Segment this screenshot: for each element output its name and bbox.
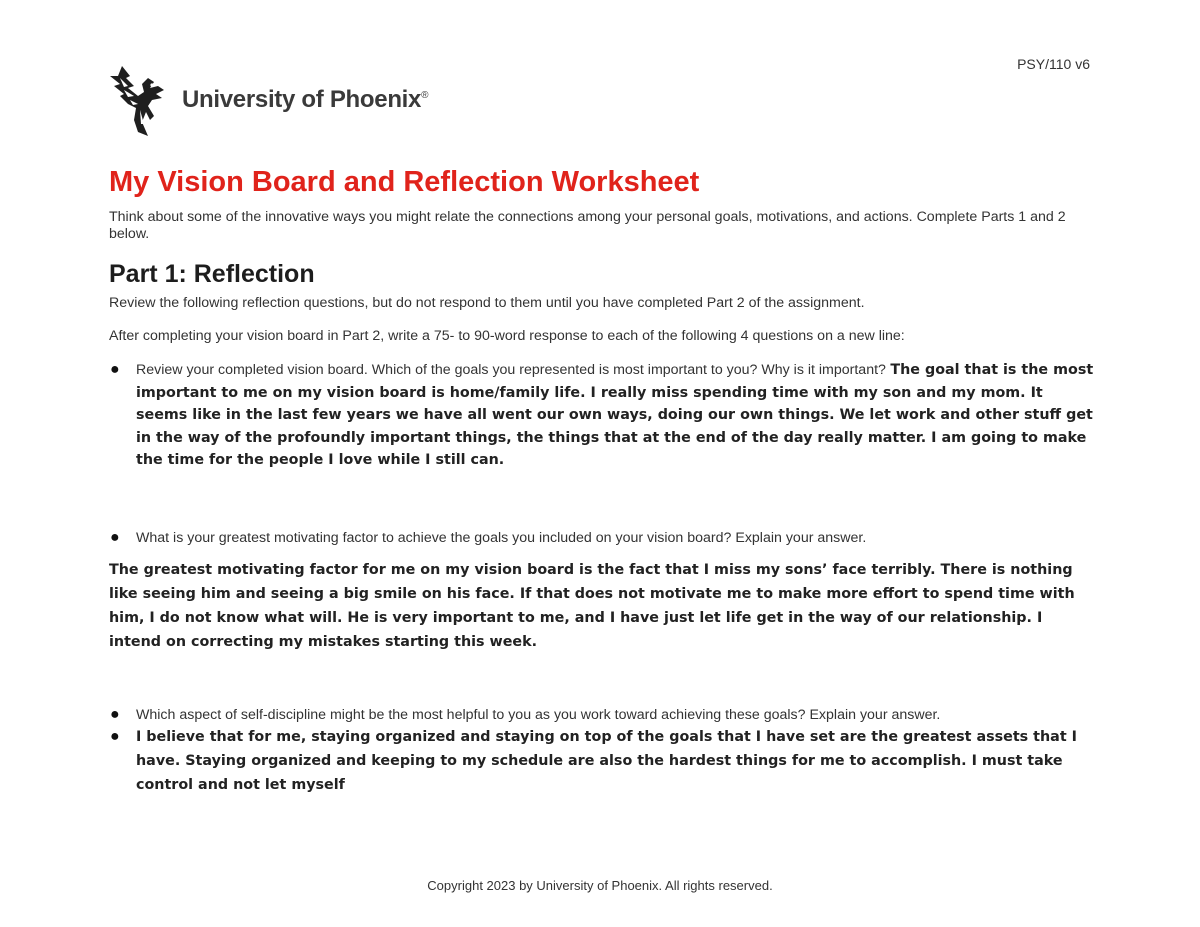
document-code: PSY/110 v6 xyxy=(1017,56,1090,72)
university-logo xyxy=(108,64,428,138)
bullet-icon: ● xyxy=(110,361,120,378)
question-3: Which aspect of self-discipline might be the most helpful to you as you work toward achieving these goals? Explain your answer. xyxy=(136,706,941,723)
reflection-list-2 xyxy=(109,528,1094,548)
document-body xyxy=(109,165,1094,797)
bullet-icon: ● xyxy=(110,528,120,546)
part1-instruction-1: Review the following reflection questions, but do not respond to them until you have completed Part 2 of the assignment. xyxy=(109,295,865,311)
reflection-list-1 xyxy=(109,359,1094,472)
registered-mark: ® xyxy=(421,90,429,101)
question-2: What is your greatest motivating factor to achieve the goals you included on your vision board? Explain your answer. xyxy=(136,529,867,546)
answer-1: The goal that is the most important to me on my vision board is home/family life. I really miss spending time with my son and my mom. It seems like in the last few years we have all went our own ways, doing our own things. We let work and other stuff get in the way of the profoundly important things, the things that at the end of the day really matter. I am going to make the time for the people I love while I still can. xyxy=(136,362,1094,468)
intro-text: Think about some of the innovative ways you might relate the connections among your personal goals, motivations, and actions. Complete Parts 1 and 2 below. xyxy=(109,209,1066,242)
bullet-icon: ● xyxy=(110,727,120,745)
page-title: My Vision Board and Reflection Worksheet xyxy=(109,166,700,198)
answer-2: The greatest motivating factor for me on my vision board is the fact that I miss my sons’ face terribly. There is nothing like seeing him and seeing a big smile on his face. If that does not motivate me to make more effort to spend time with him, I do not know what will. He is very important to me, and I have just let life get in the way of our relationship. I intend on correcting my mistakes starting this week. xyxy=(109,561,1075,650)
logo-text: University of Phoenix® xyxy=(182,86,429,113)
phoenix-bird-icon xyxy=(108,64,174,138)
reflection-list-3 xyxy=(109,705,1094,797)
list-item-q1 xyxy=(109,359,1094,472)
answer-3: I believe that for me, staying organized and staying on top of the goals that I have set are the greatest assets that I have. Staying organized and keeping to my schedule are also the hardest things for me to accomplish. I must take control and not let myself xyxy=(136,728,1077,793)
list-item-a3 xyxy=(109,725,1094,797)
bullet-icon: ● xyxy=(110,705,120,723)
list-item-q2 xyxy=(109,528,1094,548)
part1-heading: Part 1: Reflection xyxy=(109,260,315,288)
list-item-q3 xyxy=(109,705,1094,725)
question-1: Review your completed vision board. Which of the goals you represented is most important to you? Why is it important? xyxy=(136,362,886,378)
copyright-footer: Copyright 2023 by University of Phoenix. All rights reserved. xyxy=(427,878,773,893)
part1-instruction-2: After completing your vision board in Part 2, write a 75- to 90-word response to each of the following 4 questions on a new line: xyxy=(109,328,905,344)
